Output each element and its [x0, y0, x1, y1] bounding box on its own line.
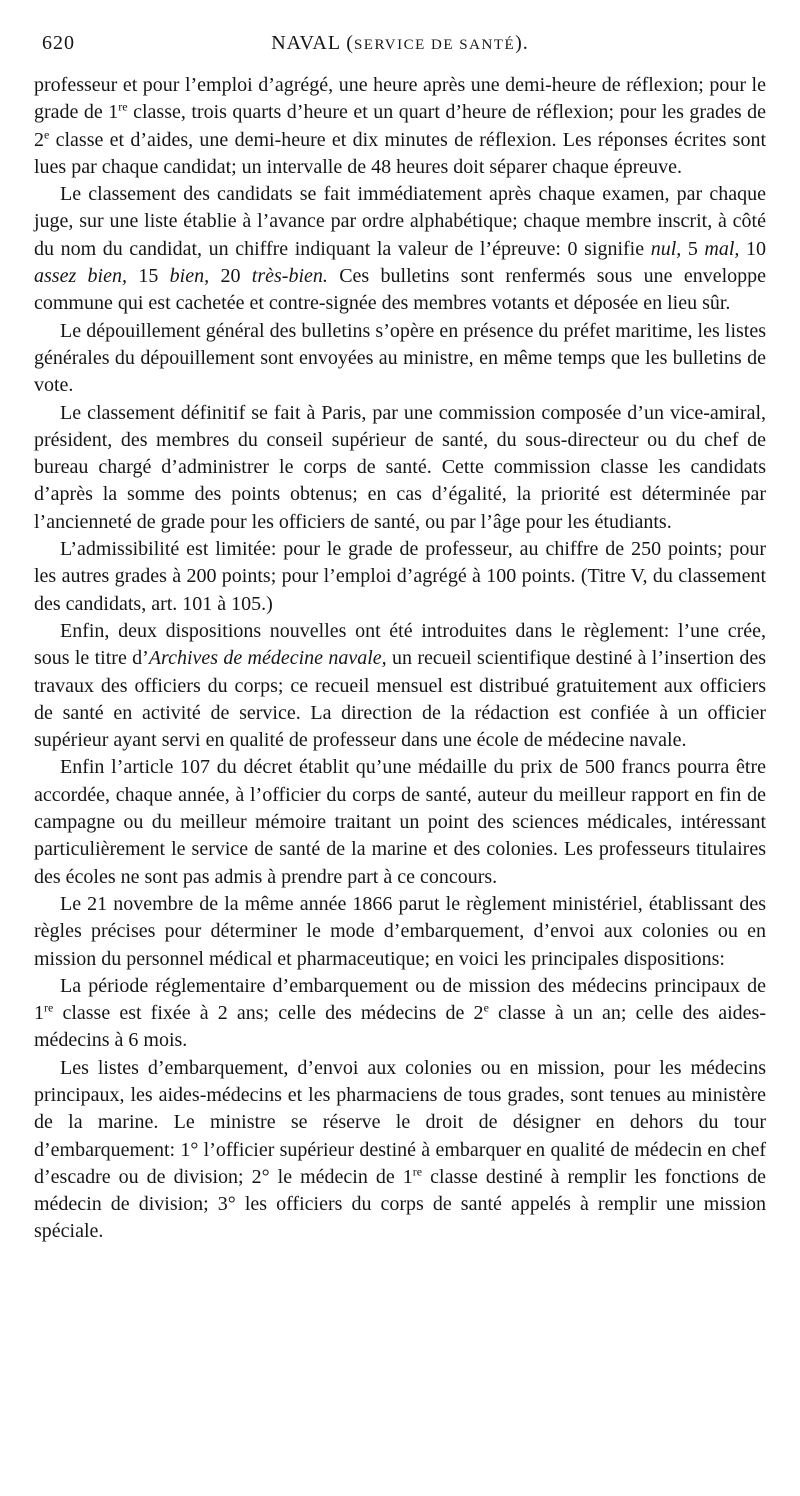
- paragraph-10: Les listes d’embarquement, d’envoi aux colonies ou en mission, pour les médecins principaux, les aides-médecins et les pharmaciens de tous grades, sont tenues au ministère de la marine. Le ministre se réserve le droit de désigner en dehors du tour d’embarquement: 1° l’officier supérieur destiné à embarquer en qualité de médecin en chef d’escadre ou de division; 2° le médecin de 1re classe destiné à remplir les fonctions de médecin de division; 3° les officiers du corps de santé appelés à remplir une mission spéciale.: [34, 1056, 766, 1243]
- paragraph-8: Le 21 novembre de la même année 1866 parut le règlement ministériel, établissant des règles précises pour déterminer le mode d’embarquement, d’envoi aux colonies ou en mission du personnel médical et pharmaceutique; en voici les principales dispositions:: [34, 892, 766, 970]
- page: [34, 28, 766, 1246]
- running-head: [34, 28, 766, 72]
- paragraph-7: Enfin l’article 107 du décret établit qu’une médaille du prix de 500 francs pourra être accordée, chaque année, à l’officier du corps de santé, auteur du meilleur rapport en fin de campagne ou du meilleur mémoire traitant un point des sciences médicales, intéressant particulièrement le service de santé de la marine et des colonies. Les professeurs titulaires des écoles ne sont pas admis à prendre part à ce concours.: [34, 756, 766, 888]
- paragraph-5: L’admissibilité est limitée: pour le grade de professeur, au chiffre de 250 points; pour les autres grades à 200 points; pour l’emploi d’agrégé à 100 points. (Titre V, du classement des candidats, art. 101 à 105.): [34, 538, 766, 615]
- paragraph-4: Le classement définitif se fait à Paris, par une commission composée d’un vice-amiral, président, des membres du conseil supérieur de santé, du sous-directeur ou du chef de bureau chargé d’administrer le corps de santé. Cette commission classe les candidats d’après la somme des points obtenus; en cas d’égalité, la priorité est déterminée par l’ancienneté de grade pour les officiers de santé, ou par l’âge pour les étudiants.: [34, 401, 766, 533]
- page-number: 620: [42, 32, 75, 54]
- paragraph-2: Le classement des candidats se fait immédiatement après chaque examen, par chaque juge, sur une liste établie à l’avance par ordre alphabétique; chaque membre inscrit, à côté du nom du candidat, un chiffre indiquant la valeur de l’épreuve: 0 signifie nul, 5 mal, 10 assez bien, 15 bien, 20 très-bien. Ces bulletins sont renfermés sous une enveloppe commune qui est cachetée et contre-signée des membres votants et déposée en lieu sûr.: [34, 183, 767, 315]
- running-title-main: NAVAL: [271, 32, 341, 54]
- running-title-sub: SERVICE DE SANTÉ: [353, 37, 516, 53]
- paragraph-1: professeur et pour l’emploi d’agrégé, une heure après une demi-heure de réflexion; pour le grade de 1re classe, trois quarts d’heure et un quart d’heure de réflexion; pour les grades de 2e classe et d’aides, une demi-heure et dix minutes de réflexion. Les réponses écrites sont lues par chaque candidat; un intervalle de 48 heures doit séparer chaque épreuve.: [34, 74, 767, 178]
- paragraph-3: Le dépouillement général des bulletins s’opère en présence du préfet maritime, les listes générales du dépouillement sont envoyées au ministre, en même temps que les bulletins de vote.: [34, 319, 766, 397]
- paragraph-9: La période réglementaire d’embarquement ou de mission des médecins principaux de 1re classe est fixée à 2 ans; celle des médecins de 2e classe à un an; celle des aides-médecins à 6 mois.: [34, 974, 766, 1052]
- body-text: [34, 72, 766, 1246]
- paragraph-6: Enfin, deux dispositions nouvelles ont été introduites dans le règlement: l’une crée, sous le titre d’Archives de médecine navale, un recueil scientifique destiné à l’insertion des travaux des officiers du corps; ce recueil mensuel est distribué gratuitement aux officiers de santé en activité de service. La direction de la rédaction est confiée à un officier supérieur ayant servi en qualité de professeur dans une école de médecine navale.: [34, 619, 766, 752]
- running-title: NAVAL (SERVICE DE SANTÉ).: [271, 32, 529, 54]
